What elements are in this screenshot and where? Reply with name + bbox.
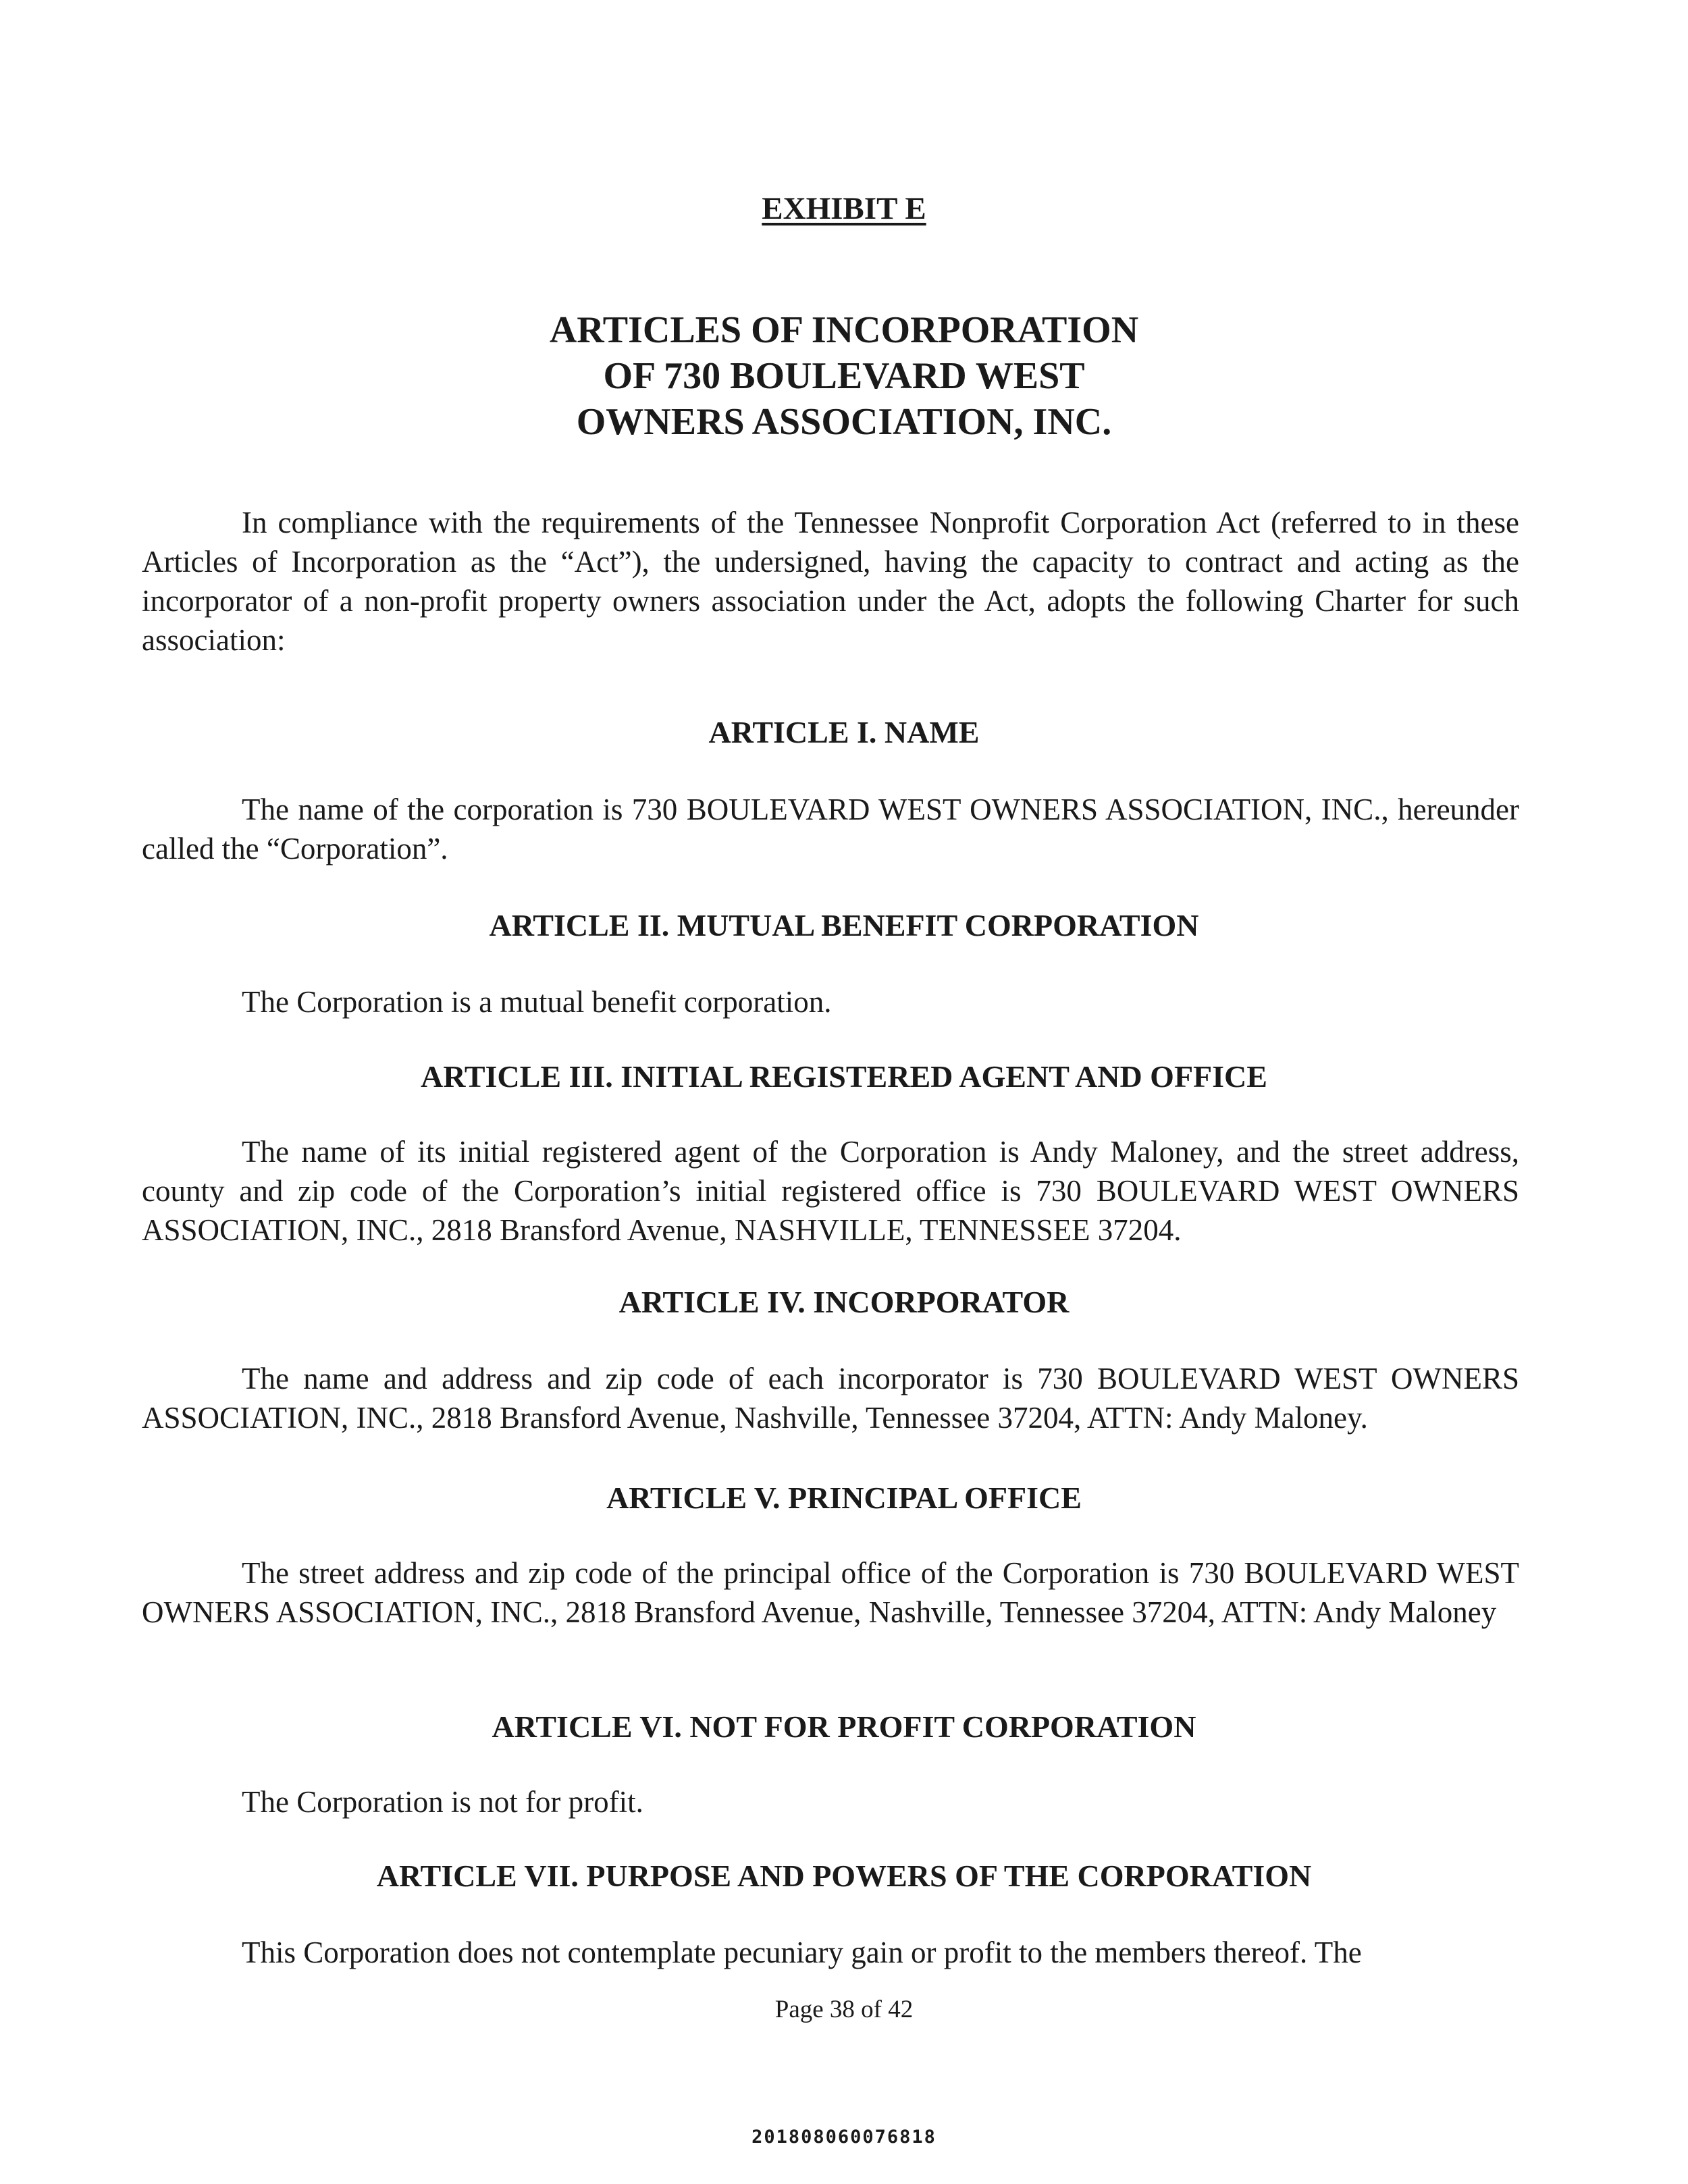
document-title — [0, 307, 1688, 445]
article-7-body: This Corporation does not contemplate pecuniary gain or profit to the members thereof. The — [242, 1936, 1362, 1969]
article-2-body: The Corporation is a mutual benefit corporation. — [242, 985, 832, 1019]
article-6-body: The Corporation is not for profit. — [242, 1785, 643, 1819]
preamble-paragraph: In compliance with the requirements of the Tennessee Nonprofit Corporation Act (referred to in these Articles of Incorporation as the “Act”), the undersigned, having the capacity to contract and acting as the incorporator of a non-profit property owners association under the Act, adopts the following Charter for such association: — [142, 506, 1519, 657]
article-6-heading: ARTICLE VI. NOT FOR PROFIT CORPORATION — [492, 1709, 1196, 1744]
title-line-2: OF 730 BOULEVARD WEST — [603, 355, 1085, 397]
exhibit-label: EXHIBIT E — [762, 191, 926, 226]
article-4-body: The name and address and zip code of each incorporator is 730 BOULEVARD WEST OWNERS ASSOCIATION, INC., 2818 Bransford Avenue, Nashville, Tennessee 37204, ATTN: Andy Maloney. — [142, 1362, 1519, 1435]
title-line-1: ARTICLES OF INCORPORATION — [549, 309, 1139, 351]
article-5-body: The street address and zip code of the principal office of the Corporation is 730 BOULEVARD WEST OWNERS ASSOCIATION, INC., 2818 Bransford Avenue, Nashville, Tennessee 37204, ATTN: Andy Maloney — [142, 1556, 1519, 1629]
article-1-heading: ARTICLE I. NAME — [708, 715, 980, 749]
document-id: 201808060076818 — [751, 2127, 937, 2148]
article-4-heading: ARTICLE IV. INCORPORATOR — [618, 1285, 1070, 1319]
article-1-body: The name of the corporation is 730 BOULEVARD WEST OWNERS ASSOCIATION, INC., hereunder called the “Corporation”. — [142, 793, 1519, 865]
article-2-heading: ARTICLE II. MUTUAL BENEFIT CORPORATION — [489, 908, 1199, 942]
page-number: Page 38 of 42 — [774, 1996, 914, 2023]
article-3-heading: ARTICLE III. INITIAL REGISTERED AGENT AND OFFICE — [421, 1059, 1267, 1094]
title-line-3: OWNERS ASSOCIATION, INC. — [576, 401, 1112, 443]
article-5-heading: ARTICLE V. PRINCIPAL OFFICE — [606, 1481, 1082, 1515]
article-3-body: The name of its initial registered agent of the Corporation is Andy Maloney, and the street address, county and zip code of the Corporation’s initial registered office is 730 BOULEVARD WEST OWNERS ASSOCIATION, INC., 2818 Bransford Avenue, NASHVILLE, TENNESSEE 37204. — [142, 1135, 1519, 1247]
article-7-heading: ARTICLE VII. PURPOSE AND POWERS OF THE CORPORATION — [376, 1859, 1312, 1893]
